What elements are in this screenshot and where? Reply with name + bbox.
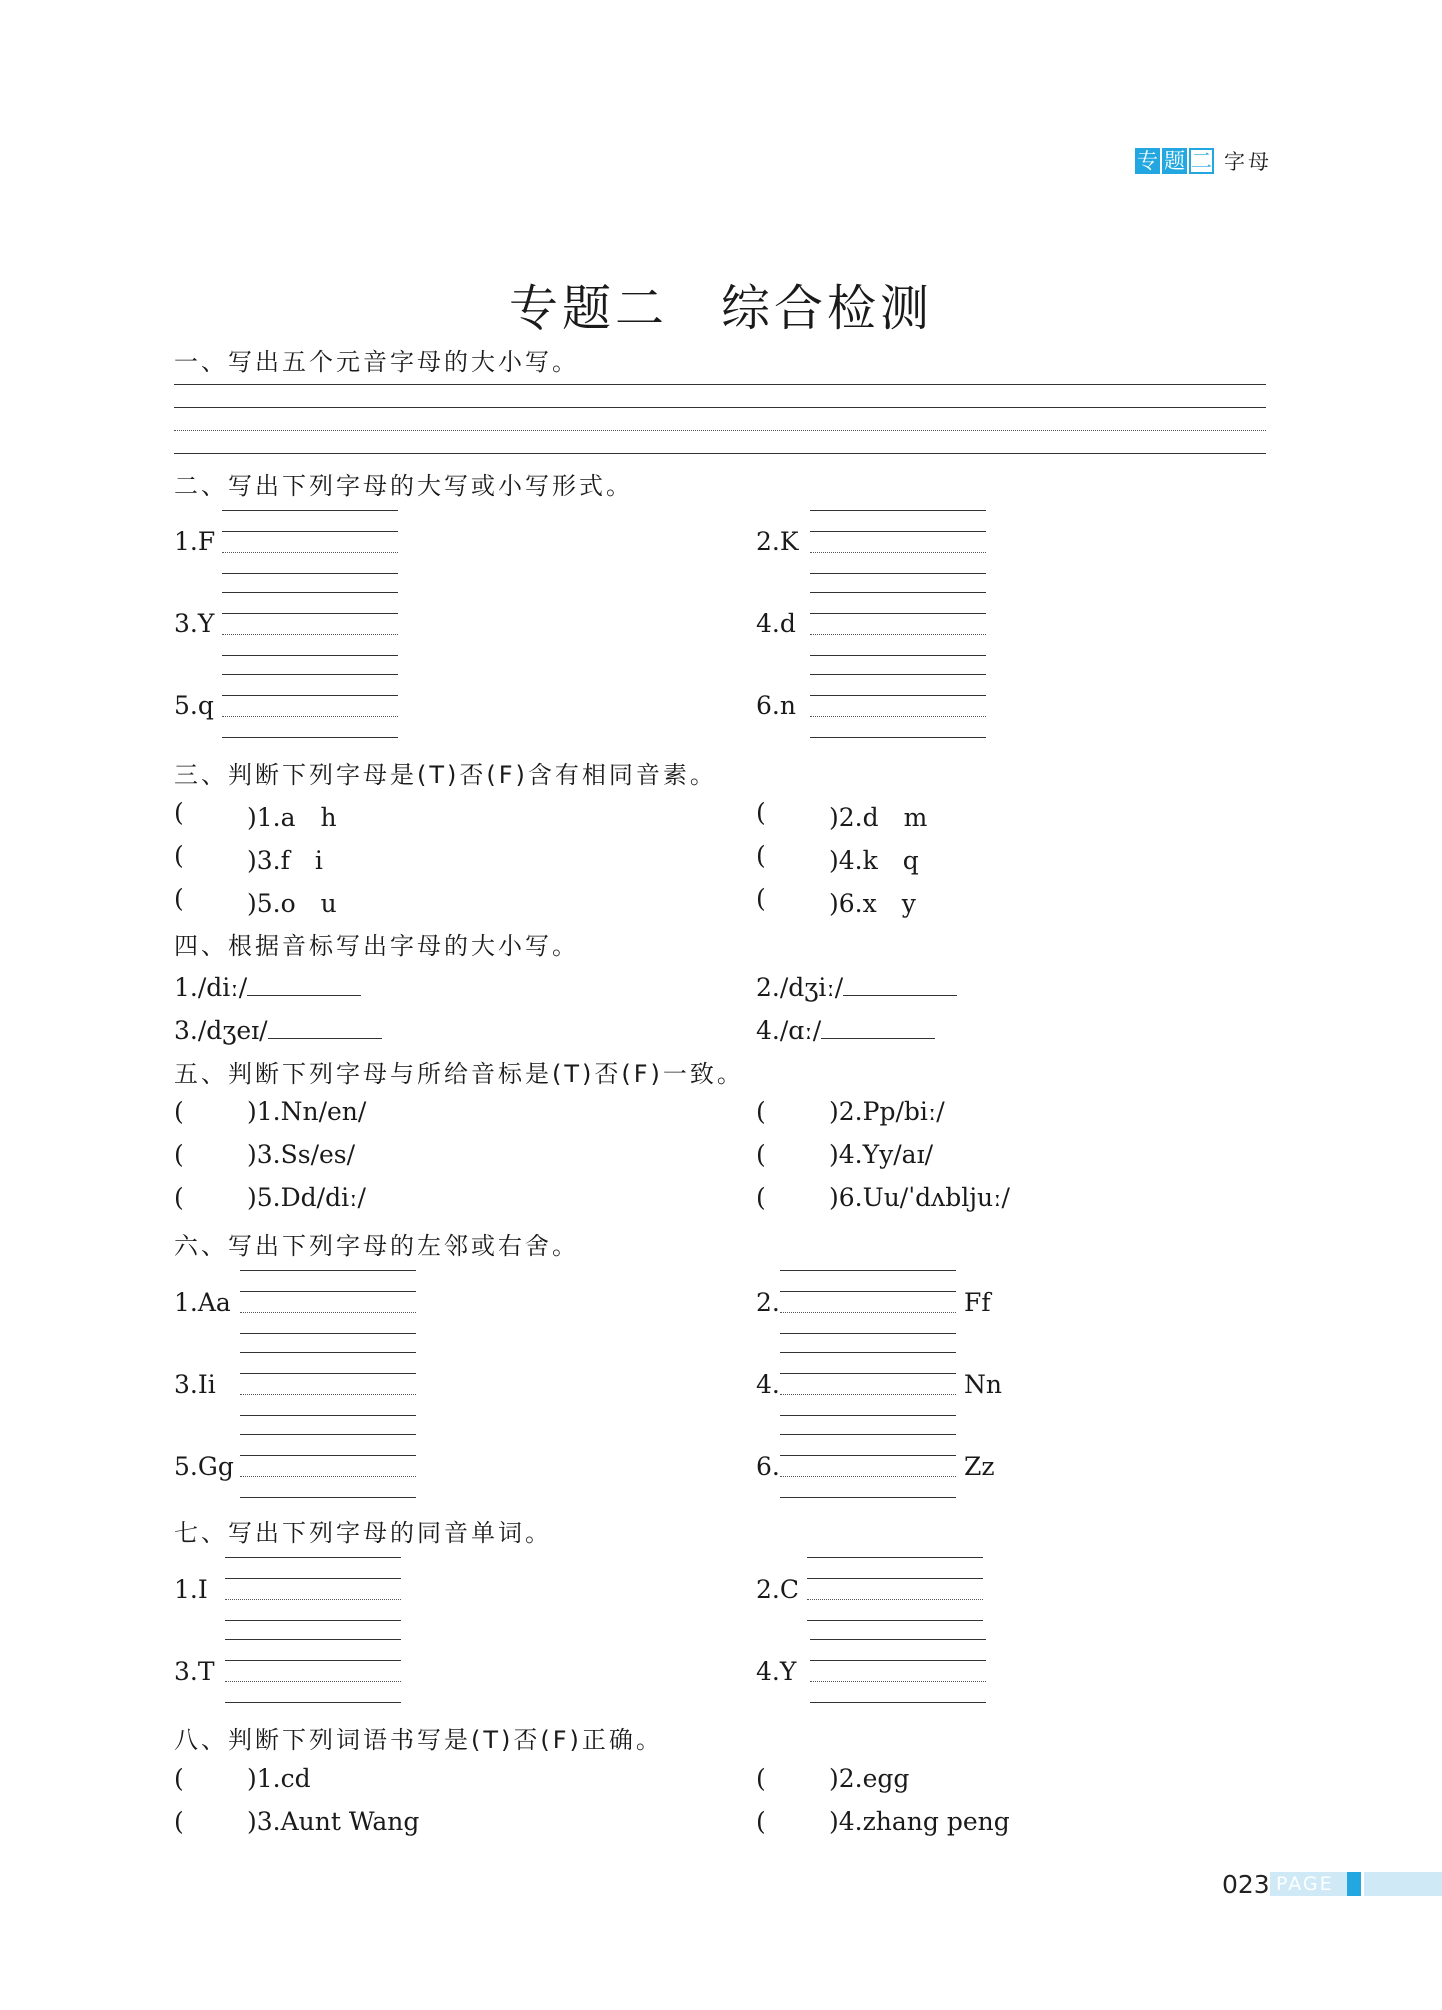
page-number: 023 (1222, 1870, 1270, 1899)
s6-answer-5[interactable] (240, 1434, 416, 1498)
tag-char-1: 专 (1137, 149, 1158, 173)
s2-item-5: 5.q (174, 691, 214, 720)
section-1-heading: 一、写出五个元音字母的大小写。 (174, 348, 579, 376)
s6-answer-1[interactable] (240, 1270, 416, 1334)
s4-item-4[interactable]: 4./ɑː/ (756, 1012, 935, 1045)
s4-item-1[interactable]: 1./diː/ (174, 969, 361, 1002)
s7-item-4: 4.Y (756, 1657, 797, 1686)
page-accent-bar (1347, 1872, 1361, 1896)
section-8-heading: 八、判断下列词语书写是(T)否(F)正确。 (174, 1726, 663, 1754)
page-label: PAGE (1270, 1872, 1361, 1896)
s2-answer-5[interactable] (222, 674, 398, 738)
s2-item-4: 4.d (756, 609, 796, 638)
s2-answer-1[interactable] (222, 510, 398, 574)
section-7-heading: 七、写出下列字母的同音单词。 (174, 1519, 552, 1547)
s7-answer-3[interactable] (225, 1639, 401, 1703)
s7-item-2: 2.C (756, 1575, 799, 1604)
answer-line[interactable] (821, 1012, 935, 1039)
s6-item-5: 5.Gg (174, 1452, 234, 1481)
s6-answer-2[interactable] (780, 1270, 956, 1334)
s6-item-4-prefix: 4. (756, 1370, 780, 1399)
s6-item-4-suffix: Nn (964, 1370, 1002, 1399)
tag-char-2: 题 (1164, 149, 1185, 173)
s6-answer-3[interactable] (240, 1352, 416, 1416)
s4-item-3[interactable]: 3./dʒeɪ/ (174, 1012, 382, 1045)
section-4-heading: 四、根据音标写出字母的大小写。 (174, 932, 579, 960)
section-2-heading: 二、写出下列字母的大写或小写形式。 (174, 472, 633, 500)
s6-item-6-suffix: Zz (964, 1452, 995, 1481)
s7-answer-4[interactable] (810, 1639, 986, 1703)
s6-item-3: 3.Ii (174, 1370, 216, 1399)
section-5-heading: 五、判断下列字母与所给音标是(T)否(F)一致。 (174, 1060, 744, 1088)
tag-char-3: 二 (1191, 149, 1212, 173)
answer-line[interactable] (268, 1012, 382, 1039)
s6-answer-6[interactable] (780, 1434, 956, 1498)
s6-item-2-suffix: Ff (964, 1288, 991, 1317)
s2-answer-4[interactable] (810, 592, 986, 656)
s6-answer-4[interactable] (780, 1352, 956, 1416)
s2-answer-3[interactable] (222, 592, 398, 656)
section-6-heading: 六、写出下列字母的左邻或右舍。 (174, 1232, 579, 1260)
s7-answer-2[interactable] (807, 1557, 983, 1621)
s2-answer-6[interactable] (810, 674, 986, 738)
s6-item-6-prefix: 6. (756, 1452, 780, 1481)
page-accent-strip (1364, 1872, 1442, 1896)
s2-answer-2[interactable] (810, 510, 986, 574)
s2-item-6: 6.n (756, 691, 796, 720)
s6-item-1: 1.Aa (174, 1288, 231, 1317)
tag-text: 字母 (1224, 150, 1272, 174)
s7-item-1: 1.I (174, 1575, 208, 1604)
s6-item-2-prefix: 2. (756, 1288, 780, 1317)
page-title: 专题二 综合检测 (508, 280, 933, 337)
s7-answer-1[interactable] (225, 1557, 401, 1621)
section-3-heading: 三、判断下列字母是(T)否(F)含有相同音素。 (174, 761, 717, 789)
s2-item-3: 3.Y (174, 609, 215, 638)
s2-item-2: 2.K (756, 527, 799, 556)
s7-item-3: 3.T (174, 1657, 215, 1686)
answer-line[interactable] (247, 969, 361, 996)
s2-item-1: 1.F (174, 527, 216, 556)
section-tag (1135, 146, 1272, 176)
s4-item-2[interactable]: 2./dʒiː/ (756, 969, 957, 1002)
answer-line[interactable] (843, 969, 957, 996)
